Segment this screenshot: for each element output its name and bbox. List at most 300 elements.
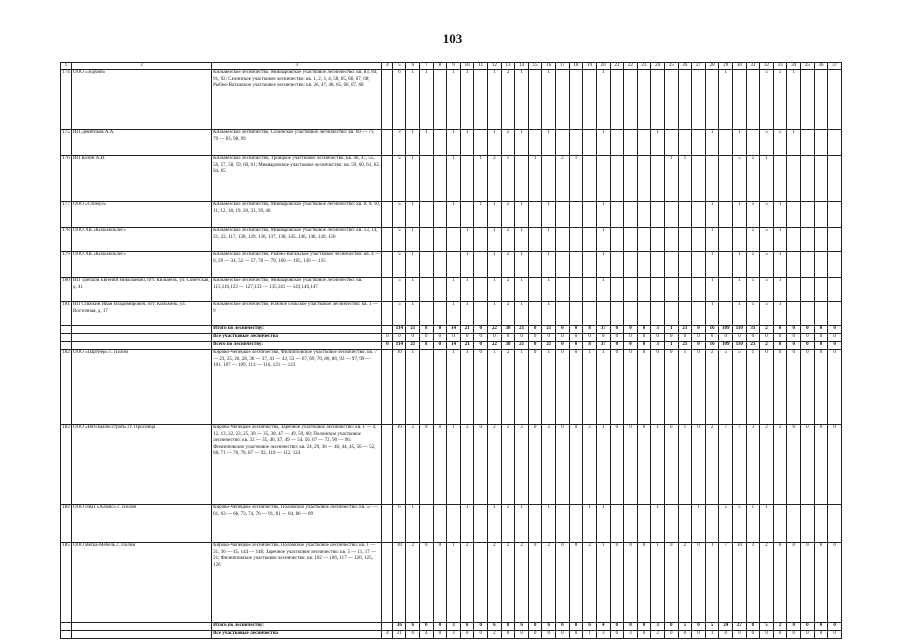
value-cell: 0 — [801, 425, 815, 505]
value-cell: 2 — [556, 156, 570, 202]
value-cell: 5 — [719, 505, 733, 543]
value-cell — [637, 302, 651, 326]
summary-value: 0 — [556, 334, 570, 342]
summary-value: 0 — [542, 334, 556, 342]
value-cell — [719, 228, 733, 252]
summary-value: 0 — [773, 631, 787, 639]
value-cell: 1 — [460, 302, 474, 326]
value-cell — [773, 156, 787, 202]
summary-value: 0 — [637, 342, 651, 350]
summary-value: 3 — [447, 623, 461, 631]
value-cell — [556, 202, 570, 228]
value-cell — [382, 70, 393, 130]
company-name: ООО «Вятскаялесстрой» ст. Просница — [72, 425, 212, 505]
table-row — [61, 130, 842, 156]
company-name: ООО ПКП «Алмис» с. Полом — [72, 505, 212, 543]
value-cell: 1 — [501, 156, 515, 202]
summary-value: 0 — [501, 631, 515, 639]
column-header: 23 — [637, 63, 651, 70]
value-cell — [814, 130, 828, 156]
summary-value: 22 — [488, 342, 502, 350]
value-cell — [624, 505, 638, 543]
value-cell: 0 — [828, 543, 842, 623]
summary-value: 5 — [678, 623, 692, 631]
value-cell — [801, 202, 815, 228]
value-cell — [474, 278, 488, 302]
summary-value: 0 — [814, 623, 828, 631]
value-cell: 0 — [773, 543, 787, 623]
value-cell — [664, 130, 678, 156]
summary-value: 6 — [583, 623, 597, 631]
value-cell: 1 — [488, 302, 502, 326]
summary-value: 0 — [664, 631, 678, 639]
value-cell — [433, 228, 447, 252]
summary-value: 0 — [556, 631, 570, 639]
value-cell — [382, 350, 393, 425]
value-cell: 2 — [583, 425, 597, 505]
value-cell — [773, 505, 787, 543]
summary-value: 0 — [760, 631, 774, 639]
value-cell: 1 — [651, 505, 665, 543]
value-cell: 1 — [515, 202, 529, 228]
summary-value: 2 — [488, 631, 502, 639]
value-cell — [678, 70, 692, 130]
value-cell: 1 — [583, 505, 597, 543]
value-cell: 0 — [828, 350, 842, 425]
summary-value: 8 — [501, 623, 515, 631]
value-cell: 1 — [488, 350, 502, 425]
summary-value: 0 — [474, 342, 488, 350]
value-cell: 0 — [610, 350, 624, 425]
value-cell: 1 — [406, 202, 420, 228]
value-cell — [528, 278, 542, 302]
value-cell: 1 — [406, 505, 420, 543]
column-header: 8 — [433, 63, 447, 70]
summary-label: Итого по лесничеству: — [212, 326, 382, 334]
value-cell: 1 — [460, 228, 474, 252]
value-cell — [610, 302, 624, 326]
value-cell: 1 — [678, 350, 692, 425]
summary-value: 3 — [624, 631, 638, 639]
row-number: 174 — [61, 70, 72, 130]
summary-value: 0 — [610, 342, 624, 350]
summary-value — [382, 326, 393, 334]
value-cell: 0 — [773, 350, 787, 425]
value-cell — [433, 302, 447, 326]
company-name: ООО «Зодчий» — [72, 70, 212, 130]
value-cell: 1 — [488, 130, 502, 156]
value-cell — [596, 302, 610, 326]
value-cell — [447, 505, 461, 543]
value-cell: 1 — [447, 278, 461, 302]
value-cell — [433, 202, 447, 228]
company-name: ИП Козин А.Н. — [72, 156, 212, 202]
value-cell: 1 — [515, 302, 529, 326]
value-cell — [692, 228, 706, 252]
column-header: 4 — [382, 63, 393, 70]
column-header: 15 — [528, 63, 542, 70]
row-number: 184 — [61, 505, 72, 543]
summary-value: 0 — [610, 623, 624, 631]
summary-value: 0 — [678, 334, 692, 342]
forest-quarters: Кирово-Чепецкое лесничество, Заречное участковое лесничество: кв. 1 — 4, 12, 13, 22, 23, 25, 30 — 35, 38, 47 — 49, 59, 60; Полонское участковое лесничество: кв. 32 — 35, 46, 47, 49 — 54, 56, 67 — 72, 90 — 96; Филипповское участковое лесничество: кв. 24, 29, 36 — 40, 44, 45, 50 — 52, 68, 71 — 76, 78, 87 — 92, 110 — 112, 124 — [212, 425, 382, 505]
value-cell: 6 — [393, 505, 406, 543]
value-cell — [814, 70, 828, 130]
table-row — [61, 505, 842, 543]
summary-value: 109 — [719, 342, 733, 350]
summary-value: 0 — [746, 334, 760, 342]
row-number: 179 — [61, 252, 72, 278]
summary-value: 0 — [596, 334, 610, 342]
value-cell — [637, 70, 651, 130]
value-cell — [664, 202, 678, 228]
summary-row — [61, 631, 842, 639]
value-cell: 1 — [542, 505, 556, 543]
summary-value: 0 — [773, 342, 787, 350]
company-name — [72, 326, 212, 334]
value-cell: 1 — [542, 130, 556, 156]
value-cell — [382, 505, 393, 543]
column-header: 9 — [447, 63, 461, 70]
value-cell: 5 — [746, 302, 760, 326]
value-cell — [664, 252, 678, 278]
value-cell: 1 — [460, 70, 474, 130]
row-number: 177 — [61, 202, 72, 228]
value-cell: 0 — [814, 350, 828, 425]
value-cell — [678, 278, 692, 302]
row-number — [61, 623, 72, 631]
column-header: 21 — [610, 63, 624, 70]
summary-value: 0 — [733, 334, 747, 342]
page-number: 103 — [442, 31, 463, 46]
value-cell — [746, 70, 760, 130]
summary-value: 8 — [420, 326, 434, 334]
value-cell: 1 — [406, 228, 420, 252]
value-cell: 7 — [733, 425, 747, 505]
value-cell: 7 — [719, 543, 733, 623]
column-header: 18 — [569, 63, 583, 70]
row-number: 175 — [61, 130, 72, 156]
value-cell: 5 — [393, 202, 406, 228]
value-cell: 1 — [678, 425, 692, 505]
value-cell — [664, 228, 678, 252]
value-cell — [569, 252, 583, 278]
column-header: 37 — [828, 63, 842, 70]
value-cell — [651, 156, 665, 202]
table-row — [61, 425, 842, 505]
value-cell: 1 — [705, 202, 719, 228]
value-cell — [569, 130, 583, 156]
summary-value: 0 — [624, 623, 638, 631]
value-cell: 1 — [488, 70, 502, 130]
value-cell: 5 — [746, 228, 760, 252]
summary-value: 0 — [515, 334, 529, 342]
value-cell — [420, 228, 434, 252]
summary-value: 21 — [406, 342, 420, 350]
value-cell: 1 — [542, 302, 556, 326]
value-cell: 1 — [773, 302, 787, 326]
forest-quarters: Кирово-Чепецкое лесничество, Филипповское участковое лесничество: кв. 7 — 23, 25, 26, 28, 30 — 37, 41 — 43, 53 — 67, 69, 70, 80, 86, 93 — 97, 99 — 101, 107 — 109, 113 — 116, 121 — 123 — [212, 350, 382, 425]
column-header: 6 — [406, 63, 420, 70]
value-cell: 1 — [447, 302, 461, 326]
summary-value: 0 — [393, 334, 406, 342]
summary-value: 0 — [474, 334, 488, 342]
value-cell: 2 — [773, 425, 787, 505]
value-cell: 10 — [393, 350, 406, 425]
value-cell — [569, 302, 583, 326]
column-header: 12 — [488, 63, 502, 70]
summary-label: Итого по лесничеству: — [212, 623, 382, 631]
summary-value: 0 — [814, 342, 828, 350]
value-cell: 1 — [447, 130, 461, 156]
value-cell: 2 — [406, 425, 420, 505]
summary-value: 16 — [705, 342, 719, 350]
value-cell — [528, 228, 542, 252]
value-cell: 10 — [393, 543, 406, 623]
summary-value: 0 — [556, 623, 570, 631]
value-cell: 5 — [760, 130, 774, 156]
value-cell: 1 — [733, 252, 747, 278]
summary-value: 0 — [569, 623, 583, 631]
row-number — [61, 334, 72, 342]
value-cell — [814, 228, 828, 252]
value-cell: 1 — [705, 543, 719, 623]
value-cell: 1 — [596, 505, 610, 543]
value-cell: 1 — [460, 130, 474, 156]
summary-value: 0 — [692, 334, 706, 342]
value-cell: 5 — [393, 252, 406, 278]
value-cell — [583, 70, 597, 130]
value-cell — [515, 156, 529, 202]
value-cell — [733, 228, 747, 252]
value-cell: 5 — [733, 505, 747, 543]
summary-value: 0 — [692, 342, 706, 350]
value-cell: 1 — [773, 278, 787, 302]
forest-quarters: Кильмезское лесничество, Микваровское участковое лесничество: кв. 8, 9, 10, 11, 12, 18, 19, 20, 33, 39, 40 — [212, 202, 382, 228]
summary-value: 0 — [433, 631, 447, 639]
value-cell: 5 — [746, 278, 760, 302]
summary-value: 0 — [474, 623, 488, 631]
value-cell — [433, 156, 447, 202]
forest-quarters: Кильмезское лесничество, Микваровское участковое лесничество: кв. 13, 14, 21, 22, 117, 128, 129, 136, 137, 138, 145, 146, 148, 149, 150 — [212, 228, 382, 252]
forest-quarters: Кирово-Чепецкое лесничество, Поломское участковое лесничество: кв. 57 — 61, 63 — 66, 73, 74, 76 — 91, 81 — 84, 86 — 89 — [212, 505, 382, 543]
value-cell: 1 — [406, 302, 420, 326]
column-header: 7 — [420, 63, 434, 70]
value-cell — [651, 70, 665, 130]
value-cell — [801, 70, 815, 130]
value-cell — [610, 228, 624, 252]
value-cell: 6 — [393, 70, 406, 130]
forest-quarters: Кильмезское лесничество, Рыбно-Ватажское участковое лесничество: кв. 4 — 6, 29 — 34, 52 — 57, 78 — 79, 100 — 105, 130 — 135 — [212, 252, 382, 278]
value-cell — [583, 252, 597, 278]
value-cell — [420, 505, 434, 543]
column-header: 24 — [651, 63, 665, 70]
column-header: 17 — [556, 63, 570, 70]
value-cell — [678, 202, 692, 228]
value-cell: 0 — [528, 425, 542, 505]
value-cell: 1 — [420, 70, 434, 130]
summary-value: 0 — [787, 623, 801, 631]
summary-value: 36 — [393, 623, 406, 631]
value-cell — [651, 302, 665, 326]
summary-value: 0 — [474, 326, 488, 334]
value-cell — [828, 302, 842, 326]
value-cell — [583, 156, 597, 202]
value-cell: 0 — [787, 543, 801, 623]
value-cell: 1 — [515, 350, 529, 425]
value-cell — [828, 70, 842, 130]
column-header: 27 — [692, 63, 706, 70]
company-name: ООО «Партнер» с. Полом — [72, 350, 212, 425]
summary-value: 0 — [433, 326, 447, 334]
summary-value: 5 — [760, 623, 774, 631]
summary-row — [61, 326, 842, 334]
summary-value: 0 — [719, 631, 733, 639]
value-cell — [651, 202, 665, 228]
column-header: 11 — [474, 63, 488, 70]
value-cell — [583, 202, 597, 228]
company-name — [72, 342, 212, 350]
summary-value: 1 — [583, 631, 597, 639]
value-cell: 0 — [801, 543, 815, 623]
value-cell — [474, 228, 488, 252]
value-cell: 5 — [760, 278, 774, 302]
value-cell: 2 — [460, 543, 474, 623]
value-cell — [814, 252, 828, 278]
value-cell: 1 — [488, 252, 502, 278]
value-cell — [556, 130, 570, 156]
value-cell: 5 — [746, 202, 760, 228]
value-cell — [692, 278, 706, 302]
value-cell — [528, 302, 542, 326]
value-cell — [637, 202, 651, 228]
table-row — [61, 302, 842, 326]
summary-value: 109 — [719, 326, 733, 334]
value-cell: 1 — [705, 278, 719, 302]
value-cell: 1 — [488, 505, 502, 543]
value-cell — [814, 156, 828, 202]
value-cell — [542, 156, 556, 202]
value-cell — [651, 252, 665, 278]
summary-value: 27 — [733, 623, 747, 631]
summary-value: 0 — [569, 334, 583, 342]
value-cell — [420, 252, 434, 278]
value-cell — [382, 425, 393, 505]
summary-value: 0 — [733, 631, 747, 639]
value-cell — [447, 252, 461, 278]
value-cell: 1 — [488, 228, 502, 252]
table-row — [61, 543, 842, 623]
summary-value: 0 — [801, 334, 815, 342]
value-cell — [651, 278, 665, 302]
row-number: 176 — [61, 156, 72, 202]
value-cell: 5 — [760, 302, 774, 326]
value-cell: 1 — [705, 302, 719, 326]
value-cell: 5 — [719, 350, 733, 425]
row-number: 180 — [61, 278, 72, 302]
summary-value: 0 — [460, 334, 474, 342]
value-cell — [624, 228, 638, 252]
value-cell: 2 — [501, 505, 515, 543]
value-cell — [460, 202, 474, 228]
row-number: 183 — [61, 425, 72, 505]
value-cell — [637, 505, 651, 543]
column-header: 22 — [624, 63, 638, 70]
summary-value: 6 — [460, 623, 474, 631]
value-cell — [787, 505, 801, 543]
value-cell — [651, 228, 665, 252]
value-cell: 1 — [488, 202, 502, 228]
value-cell — [382, 302, 393, 326]
column-header: 25 — [664, 63, 678, 70]
summary-value: 4 — [420, 631, 434, 639]
value-cell — [664, 70, 678, 130]
value-cell — [637, 130, 651, 156]
value-cell: 5 — [746, 252, 760, 278]
value-cell: 3 — [393, 130, 406, 156]
value-cell: 1 — [447, 425, 461, 505]
value-cell — [556, 505, 570, 543]
value-cell — [814, 505, 828, 543]
value-cell — [382, 278, 393, 302]
value-cell — [746, 130, 760, 156]
value-cell: 2 — [501, 278, 515, 302]
value-cell: 2 — [406, 543, 420, 623]
value-cell — [596, 156, 610, 202]
value-cell: 0 — [528, 350, 542, 425]
value-cell: 0 — [692, 425, 706, 505]
summary-value: 1 — [664, 342, 678, 350]
summary-value: 110 — [733, 342, 747, 350]
value-cell: 5 — [393, 228, 406, 252]
summary-value: 0 — [814, 326, 828, 334]
summary-value: 21 — [406, 326, 420, 334]
value-cell: 2 — [760, 543, 774, 623]
value-cell: 1 — [705, 228, 719, 252]
value-cell: 1 — [420, 130, 434, 156]
summary-value: 8 — [583, 326, 597, 334]
value-cell: 2 — [515, 543, 529, 623]
summary-value: 22 — [488, 326, 502, 334]
summary-value: 0 — [515, 631, 529, 639]
value-cell — [678, 505, 692, 543]
value-cell — [569, 505, 583, 543]
value-cell — [719, 302, 733, 326]
row-number: 182 — [61, 350, 72, 425]
value-cell — [610, 130, 624, 156]
value-cell — [828, 228, 842, 252]
value-cell: 0 — [528, 543, 542, 623]
value-cell: 5 — [733, 156, 747, 202]
value-cell: 1 — [719, 70, 733, 130]
value-cell: 0 — [624, 350, 638, 425]
value-cell — [624, 278, 638, 302]
value-cell — [705, 505, 719, 543]
value-cell — [474, 70, 488, 130]
summary-value: 0 — [474, 631, 488, 639]
value-cell: 0 — [569, 350, 583, 425]
summary-value: 0 — [382, 334, 393, 342]
value-cell — [637, 252, 651, 278]
summary-value: 0 — [488, 334, 502, 342]
summary-value: 0 — [746, 631, 760, 639]
summary-value: 0 — [787, 334, 801, 342]
table-row — [61, 350, 842, 425]
summary-value: 114 — [393, 342, 406, 350]
value-cell — [678, 130, 692, 156]
value-cell — [569, 228, 583, 252]
value-cell — [692, 130, 706, 156]
